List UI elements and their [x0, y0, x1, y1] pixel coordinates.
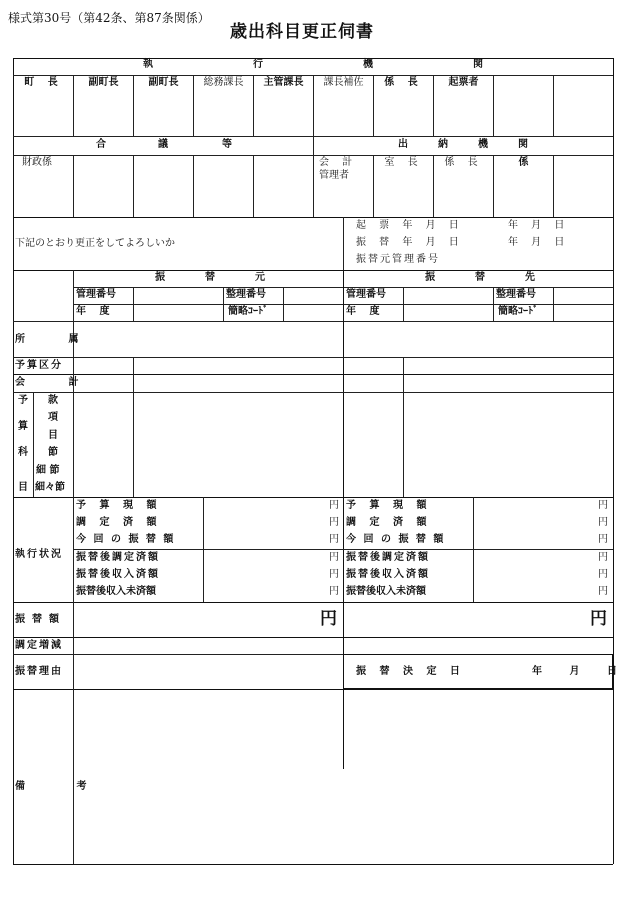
role-treasury-staff: 係 — [518, 157, 529, 168]
subject-level: 項 — [48, 412, 58, 423]
yen-unit: 円 — [329, 500, 339, 511]
request-statement: 下記のとおり更正をしてよろしいか — [15, 238, 175, 249]
role-treasury-chief: 係 長 — [444, 157, 483, 168]
source-amount-unit: 円 — [320, 609, 337, 629]
role-drafter: 起票者 — [448, 77, 479, 88]
vertical-char: 予 — [18, 395, 28, 406]
role-finance: 財政係 — [22, 157, 52, 168]
vertical-char: 算 — [18, 421, 28, 432]
transfer-amount-label: 振替額 — [15, 614, 66, 625]
remarks-label: 備 考 — [15, 781, 111, 792]
role-deputy-mayor-2: 副町長 — [148, 77, 179, 88]
execution-item: 調 定 済 額 — [346, 517, 432, 528]
draft-date-label: 起 票 年 月 日 — [356, 220, 464, 231]
header-char: 替 — [205, 272, 215, 283]
subject-level: 細々節 — [35, 482, 65, 493]
header-char: 元 — [255, 272, 265, 283]
header-char: 出 — [398, 139, 408, 150]
header-char: 執 — [143, 59, 153, 70]
transfer-date-value: 年 月 日 — [508, 237, 570, 248]
dest-mgmt-no: 管理番号 — [346, 289, 386, 300]
role-mayor: 町 長 — [24, 77, 63, 88]
decision-date-value: 年 月 日 — [532, 666, 629, 677]
yen-unit: 円 — [329, 534, 339, 545]
header-char: 先 — [525, 272, 535, 283]
page-title: 歳出科目更正伺書 — [230, 22, 374, 42]
yen-unit: 円 — [598, 569, 608, 580]
header-char: 行 — [253, 59, 263, 70]
header-char: 振 — [425, 272, 435, 283]
reason-label: 振替理由 — [15, 666, 63, 677]
execution-item: 調 定 済 額 — [76, 517, 162, 528]
header-char: 振 — [155, 272, 165, 283]
decision-date-label: 振 替 決 定 日 — [356, 666, 465, 677]
yen-unit: 円 — [329, 517, 339, 528]
dest-short-code: 簡略ｺｰﾄﾞ — [498, 306, 538, 317]
execution-item: 振替後収入未済額 — [76, 586, 156, 597]
dest-fiscal-year: 年 度 — [346, 306, 385, 317]
role-department-head: 主管課長 — [263, 77, 304, 88]
transfer-date-label: 振 替 年 月 日 — [356, 237, 464, 248]
yen-unit: 円 — [598, 534, 608, 545]
header-char: 関 — [518, 139, 528, 150]
header-char: 関 — [473, 59, 483, 70]
subject-level: 節 — [48, 447, 58, 458]
execution-status-label: 執行状況 — [15, 549, 63, 560]
execution-item: 振替後調定済額 — [76, 552, 160, 563]
subject-level: 細 節 — [36, 465, 60, 476]
source-mgmt-no-label: 振替元管理番号 — [356, 254, 440, 265]
header-char: 合 — [96, 139, 106, 150]
role-deputy-mayor-1: 副町長 — [88, 77, 119, 88]
execution-item: 今 回 の 振 替 額 — [346, 534, 446, 545]
vertical-char: 科 — [18, 447, 28, 458]
role-accounting-manager-1: 会 計 — [319, 157, 358, 168]
budget-category-label: 予算区分 — [15, 360, 63, 371]
source-ref-no: 整理番号 — [226, 289, 266, 300]
yen-unit: 円 — [598, 517, 608, 528]
source-mgmt-no: 管理番号 — [76, 289, 116, 300]
affiliation-label: 所 属 — [15, 334, 99, 345]
source-short-code: 簡略ｺｰﾄﾞ — [228, 306, 268, 317]
role-office-head: 室 長 — [384, 157, 423, 168]
role-accounting-manager-2: 管理者 — [319, 170, 349, 181]
yen-unit: 円 — [598, 500, 608, 511]
execution-item: 予 算 現 額 — [346, 500, 432, 511]
role-general-affairs: 総務課長 — [203, 77, 244, 88]
header-char: 機 — [478, 139, 488, 150]
execution-item: 振替後収入未済額 — [346, 586, 426, 597]
yen-unit: 円 — [598, 552, 608, 563]
header-char: 機 — [363, 59, 373, 70]
role-assistant-manager: 課長補佐 — [323, 77, 364, 88]
subject-level: 目 — [48, 430, 58, 441]
accounting-label: 会 計 — [15, 377, 99, 388]
execution-item: 予 算 現 額 — [76, 500, 162, 511]
yen-unit: 円 — [329, 586, 339, 597]
draft-date-value: 年 月 日 — [508, 220, 570, 231]
header-char: 替 — [475, 272, 485, 283]
header-char: 等 — [222, 139, 232, 150]
adjustment-label: 調定増減 — [15, 640, 63, 651]
execution-item: 振替後収入済額 — [76, 569, 160, 580]
form-number: 様式第30号（第42条、第87条関係） — [8, 11, 210, 25]
header-char: 議 — [158, 139, 168, 150]
yen-unit: 円 — [329, 552, 339, 563]
role-chief: 係 長 — [384, 77, 423, 88]
header-char: 納 — [438, 139, 448, 150]
execution-item: 振替後収入済額 — [346, 569, 430, 580]
execution-item: 振替後調定済額 — [346, 552, 430, 563]
decision-date-box — [343, 654, 629, 689]
yen-unit: 円 — [598, 586, 608, 597]
execution-item: 今 回 の 振 替 額 — [76, 534, 176, 545]
dest-ref-no: 整理番号 — [496, 289, 536, 300]
dest-amount-unit: 円 — [590, 609, 607, 629]
subject-level: 款 — [48, 395, 58, 406]
vertical-char: 目 — [18, 482, 28, 493]
yen-unit: 円 — [329, 569, 339, 580]
source-fiscal-year: 年 度 — [76, 306, 115, 317]
